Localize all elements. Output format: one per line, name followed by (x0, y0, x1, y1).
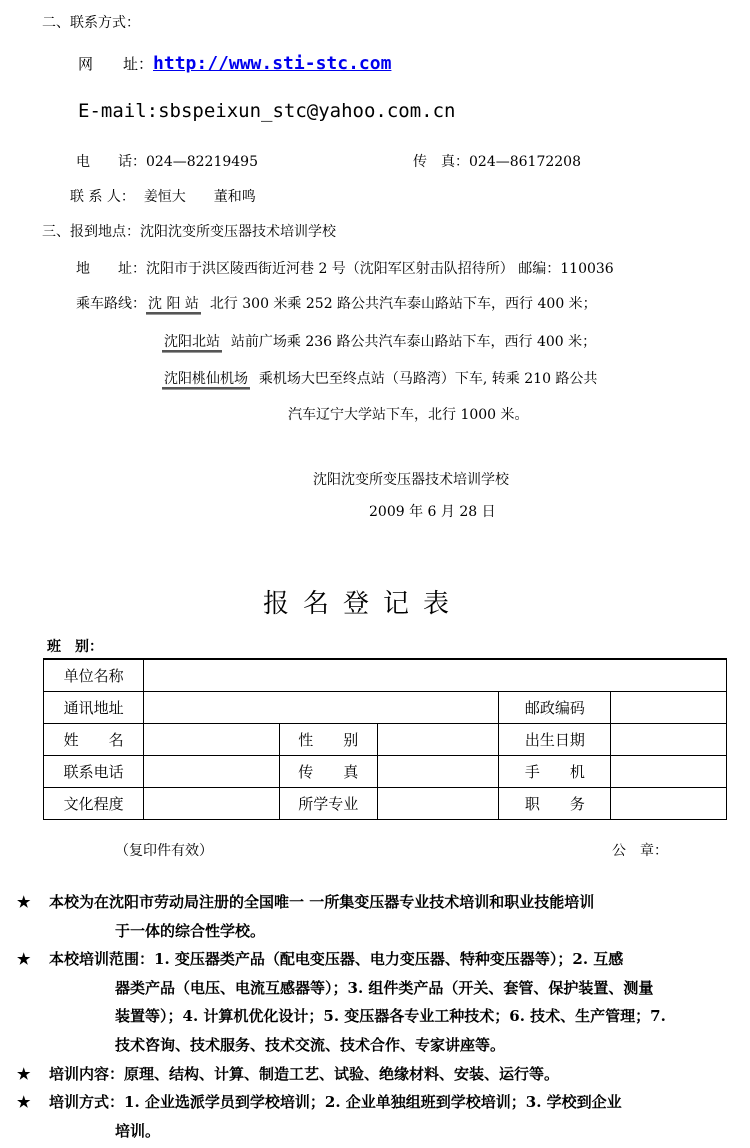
route-continuation: 汽车辽宁大学站下车，北行 1000 米。 (288, 407, 529, 423)
table-row (44, 692, 727, 724)
mobile-input-cell[interactable] (611, 756, 727, 788)
school-name: 沈阳沈变所变压器技术培训学校 (140, 224, 336, 240)
mobile-label: 手 机 (499, 756, 611, 788)
email-row (78, 100, 456, 122)
website-row (78, 53, 391, 74)
route-row-2 (162, 331, 596, 351)
email-value: sbspeixun_stc@yahoo.com.cn (158, 100, 456, 122)
postcode-input-cell[interactable] (611, 692, 727, 724)
fax-value: 024—86172208 (469, 154, 581, 170)
phone-input-cell[interactable] (144, 756, 279, 788)
fax-label: 传 真： (413, 154, 469, 170)
list-item (17, 1060, 717, 1089)
route-row-1 (76, 293, 597, 313)
list-item (17, 888, 717, 945)
address-input-cell[interactable] (144, 692, 499, 724)
star-icon: ★ (17, 893, 31, 911)
signature-date: 2009 年 6 月 28 日 (369, 504, 496, 520)
note-2-line-3: 装置等）；4. 计算机优化设计；5. 变压器各专业工种技术；6. 技术、生产管理；7. (115, 1007, 666, 1026)
note-1-line-1: 本校为在沈阳市劳动局注册的全国唯一 一所集变压器专业技术培训和职业技能培训 (49, 893, 595, 911)
registration-table (43, 659, 727, 820)
phone-label: 电 话： (76, 154, 146, 170)
report-row (42, 221, 336, 241)
star-icon: ★ (17, 1093, 31, 1112)
route-text-1: 北行 300 米乘 252 路公共汽车泰山路站下车，西行 400 米； (209, 296, 597, 312)
table-row (44, 660, 727, 692)
note-2-line-4: 技术咨询、技术服务、技术交流、技术合作、专家讲座等。 (115, 1035, 506, 1054)
seal-label: 公 章： (612, 843, 668, 859)
note-2-line-2: 器类产品（电压、电流互感器等）；3. 组件类产品（开关、套管、保护装置、测量 (115, 978, 654, 997)
report-heading: 三、报到地点： (42, 224, 140, 240)
route-row-3 (162, 368, 597, 388)
website-label: 网 址： (78, 55, 154, 73)
note-1-line-2: 于一体的综合性学校。 (115, 921, 266, 940)
list-item (17, 1088, 717, 1145)
note-4-line-1: 培训方式：1. 企业选派学员到学校培训；2. 企业单独组班到学校培训；3. 学校到企业 (49, 1093, 622, 1112)
station-shenyang-north: 沈阳北站 (164, 334, 220, 350)
position-input-cell[interactable] (611, 788, 727, 820)
website-link[interactable]: http://www.sti-stc.com (153, 53, 392, 74)
name-label: 姓 名 (44, 724, 144, 756)
note-2-line-1: 本校培训范围：1. 变压器类产品（配电变压器、电力变压器、特种变压器等）；2. 互感 (49, 950, 624, 969)
form-title: 报名登记表 (263, 589, 464, 619)
contact-heading: 二、联系方式： (42, 15, 140, 31)
phone-label-cell: 联系电话 (44, 756, 144, 788)
major-input-cell[interactable] (377, 788, 498, 820)
table-row (44, 756, 727, 788)
phone-value: 024—82219495 (146, 154, 258, 170)
contact-person-row (70, 186, 256, 206)
route-text-3: 乘机场大巴至终点站（马路湾）下车, 转乘 210 路公共 (258, 371, 598, 387)
postcode-label: 邮政编码 (499, 692, 611, 724)
note-4-line-2: 培训。 (115, 1121, 161, 1140)
fax-input-cell[interactable] (377, 756, 498, 788)
email-label: E-mail: (78, 100, 159, 122)
station-taoxian-airport: 沈阳桃仙机场 (164, 371, 248, 387)
address-label-cell: 通讯地址 (44, 692, 144, 724)
star-icon: ★ (17, 1064, 31, 1083)
position-label: 职 务 (499, 788, 611, 820)
list-item (17, 945, 717, 1059)
address-row (76, 258, 614, 278)
station-shenyang: 沈 阳 站 (148, 296, 199, 312)
gender-label: 性 别 (279, 724, 377, 756)
address-value: 沈阳市于洪区陵西街近河巷 2 号（沈阳军区射击队招待所） 邮编：110036 (146, 261, 614, 277)
address-label: 地 址： (76, 261, 146, 277)
class-label: 班 别： (47, 639, 103, 655)
table-row (44, 724, 727, 756)
education-label: 文化程度 (44, 788, 144, 820)
fax-label-cell: 传 真 (279, 756, 377, 788)
notes-list (17, 888, 717, 1145)
gender-input-cell[interactable] (377, 724, 498, 756)
route-label: 乘车路线： (76, 296, 146, 312)
table-row (44, 788, 727, 820)
route-text-2: 站前广场乘 236 路公共汽车泰山路站下车，西行 400 米； (230, 334, 597, 350)
star-icon: ★ (17, 950, 31, 969)
unit-input-cell[interactable] (144, 660, 727, 692)
person-names: 姜恒大 董和鸣 (143, 189, 256, 205)
birth-input-cell[interactable] (611, 724, 727, 756)
education-input-cell[interactable] (144, 788, 279, 820)
unit-label: 单位名称 (44, 660, 144, 692)
birth-label: 出生日期 (499, 724, 611, 756)
note-3-line-1: 培训内容：原理、结构、计算、制造工艺、试验、绝缘材料、安装、运行等。 (49, 1064, 560, 1083)
person-label: 联 系 人： (70, 189, 135, 205)
fax-row (413, 151, 581, 171)
name-input-cell[interactable] (144, 724, 279, 756)
copy-note: （复印件有效） (115, 843, 213, 859)
phone-row (76, 151, 258, 171)
signature-org: 沈阳沈变所变压器技术培训学校 (313, 472, 509, 488)
major-label: 所学专业 (279, 788, 377, 820)
